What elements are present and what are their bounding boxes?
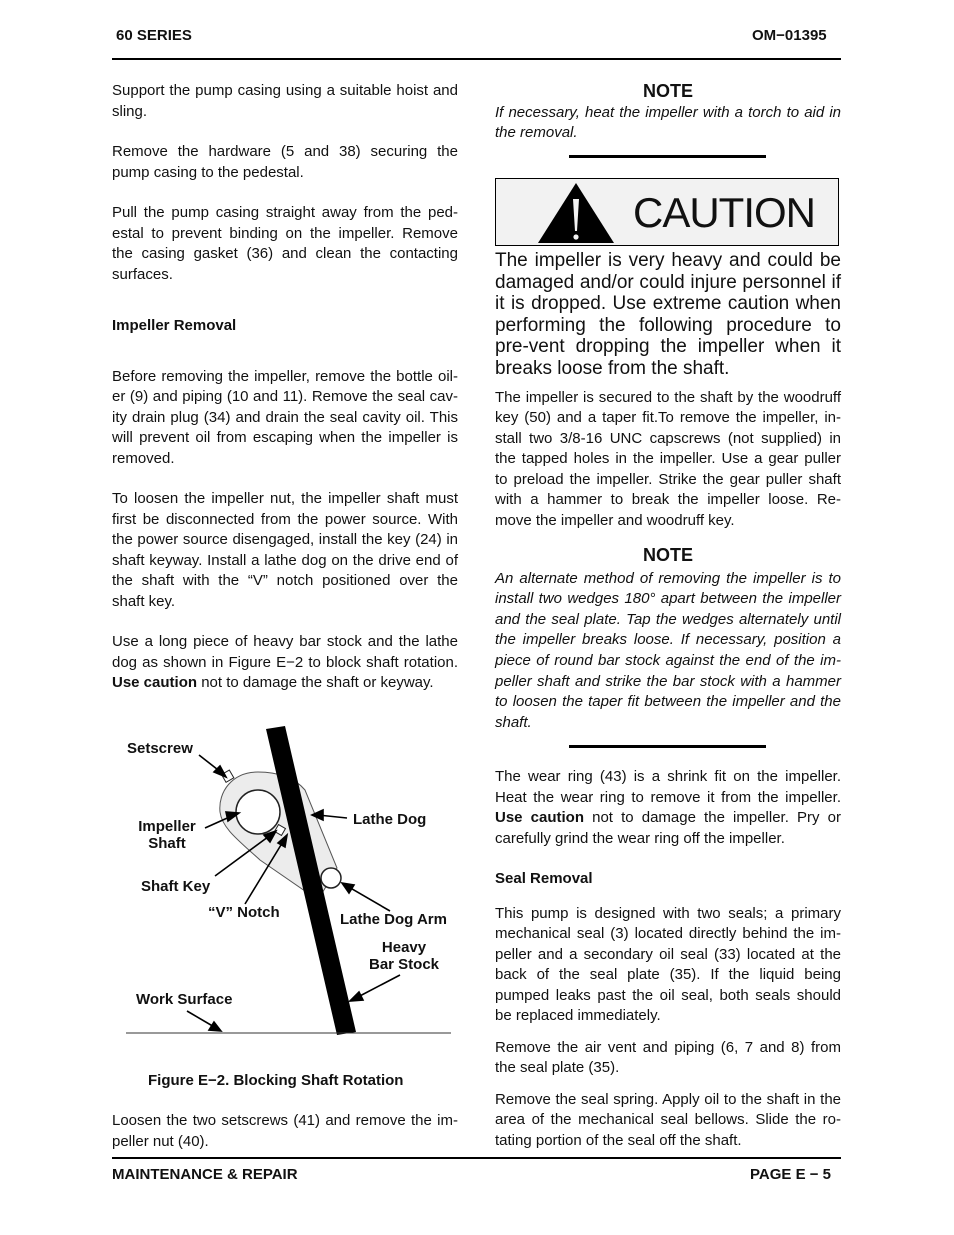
note-heading: NOTE <box>642 81 693 101</box>
caution-banner <box>495 178 839 246</box>
shaft-key-label: Shaft Key <box>141 878 211 895</box>
lathe-dog-arm-label: Lathe Dog Arm <box>340 911 447 928</box>
header-series: 60 SERIES <box>116 27 192 44</box>
footer-rule <box>112 1157 841 1159</box>
impeller-shaft-circle <box>236 790 280 834</box>
note-text: If necessary, heat the impeller with a torch to aid in the removal. <box>495 103 841 142</box>
v-notch-label: “V” Notch <box>208 904 280 921</box>
right-column-main <box>495 250 841 733</box>
paragraph: Remove the air vent and piping (6, 7 and 8) from the seal plate (35). <box>495 1038 841 1076</box>
note-divider <box>569 155 766 158</box>
paragraph-text: Use a long piece of heavy bar stock and the lathe dog as shown in Figure E−2 to block shaft rotation. <box>112 633 458 671</box>
use-caution-emphasis: Use caution <box>495 809 584 826</box>
paragraph: To loosen the impeller nut, the impeller shaft must first be disconnected from the power source. With the power source disengaged, install the key (24) in shaft keyway. Install a lathe dog on the drive end of the shaft with the “V” notch positioned over the shaft key. <box>112 490 458 610</box>
note-heading: NOTE <box>642 545 693 566</box>
note-text: An alternate method of removing the impeller is to install two wedges 180° apart between the impeller and the seal plate. Tap the wedges alternately until the impeller breaks loose. If necessary, position a piece of round bar stock against the end of the im-peller shaft and strike the bar stock with a hammer to loosen the taper fit between the impeller and the shaft. <box>495 569 841 731</box>
heavy-bar-stock-label-line2: Bar Stock <box>368 956 440 973</box>
setscrew-label: Setscrew <box>127 740 193 757</box>
note-divider <box>569 745 766 748</box>
paragraph <box>495 767 841 849</box>
work-surface-label: Work Surface <box>136 991 233 1008</box>
heavy-bar-stock-label <box>363 939 445 973</box>
figure-caption: Figure E−2. Blocking Shaft Rotation <box>148 1072 404 1089</box>
lathe-dog-label: Lathe Dog <box>353 811 427 828</box>
paragraph: Pull the pump casing straight away from the ped-estal to prevent binding on the impeller. Remove the casing gasket (36) and clean the contacting surfaces. <box>112 204 458 283</box>
right-column-lower <box>495 767 841 1151</box>
paragraph: The impeller is secured to the shaft by the woodruff key (50) and a taper fit.To remove the impeller, in-stall two 3/8-16 UNC capscrews (not supplied) in the tapped holes in the impeller. Use a gear puller to preload the impeller. Strike the gear puller shaft with a hammer to break the impeller loose. Re-move the impeller and woodruff key. <box>495 388 841 529</box>
paragraph-text: The wear ring (43) is a shrink fit on the impeller. Heat the wear ring to remove it from the impeller. <box>495 768 841 806</box>
paragraph: Remove the seal spring. Apply oil to the shaft in the area of the mechanical seal bellows. Slide the ro-tating portion of the seal off the shaft. <box>495 1090 841 1149</box>
paragraph: This pump is designed with two seals; a primary mechanical seal (3) located directly behind the im-peller and a secondary oil seal (33) located at the back of the seal plate (35). If the liquid being pumped leaks past the oil seal, both seals should be replaced immediately. <box>495 904 841 1024</box>
paragraph: Loosen the two setscrews (41) and remove the im-peller nut (40). <box>112 1112 458 1150</box>
left-column-bottom <box>112 1111 458 1152</box>
paragraph: Before removing the impeller, remove the bottle oil-er (9) and piping (10 and 11). Remove the seal cav-ity drain plug (34) and drain the seal cavity oil. This will prevent oil from escaping when the impeller is removed. <box>112 367 458 467</box>
paragraph: Remove the hardware (5 and 38) securing the pump casing to the pedestal. <box>112 143 458 181</box>
paragraph: Support the pump casing using a suitable hoist and sling. <box>112 82 458 120</box>
impeller-removal-heading: Impeller Removal <box>112 317 237 334</box>
paragraph-text: not to damage the impeller. Pry or carefully grind the wear ring off the impeller. <box>495 809 841 847</box>
note-1 <box>495 81 841 144</box>
use-caution-emphasis: Use caution <box>112 674 198 691</box>
paragraph-text: not to damage the shaft or keyway. <box>197 674 434 691</box>
header-doc-number: OM−01395 <box>752 27 827 44</box>
footer-section: MAINTENANCE & REPAIR <box>112 1166 298 1183</box>
heavy-bar-stock-label-line1: Heavy <box>381 939 427 956</box>
impeller-shaft-label-line1: Impeller <box>138 818 196 835</box>
warning-icon <box>538 181 620 245</box>
lathe-dog-arm-pin <box>321 868 341 888</box>
caution-text: The impeller is very heavy and could be damaged and/or could injure personnel if it is dropped. Use extreme caution when performing the following procedure to pre-vent dropping the impeller when it breaks loose from the shaft. <box>495 250 841 379</box>
heavy-bar-stock <box>266 726 356 1035</box>
footer-page-number: PAGE E − 5 <box>750 1166 832 1183</box>
impeller-shaft-label <box>136 818 198 852</box>
seal-removal-heading: Seal Removal <box>495 870 593 887</box>
impeller-shaft-label-line2: Shaft <box>148 835 186 852</box>
caution-title: CAUTION <box>633 189 815 236</box>
